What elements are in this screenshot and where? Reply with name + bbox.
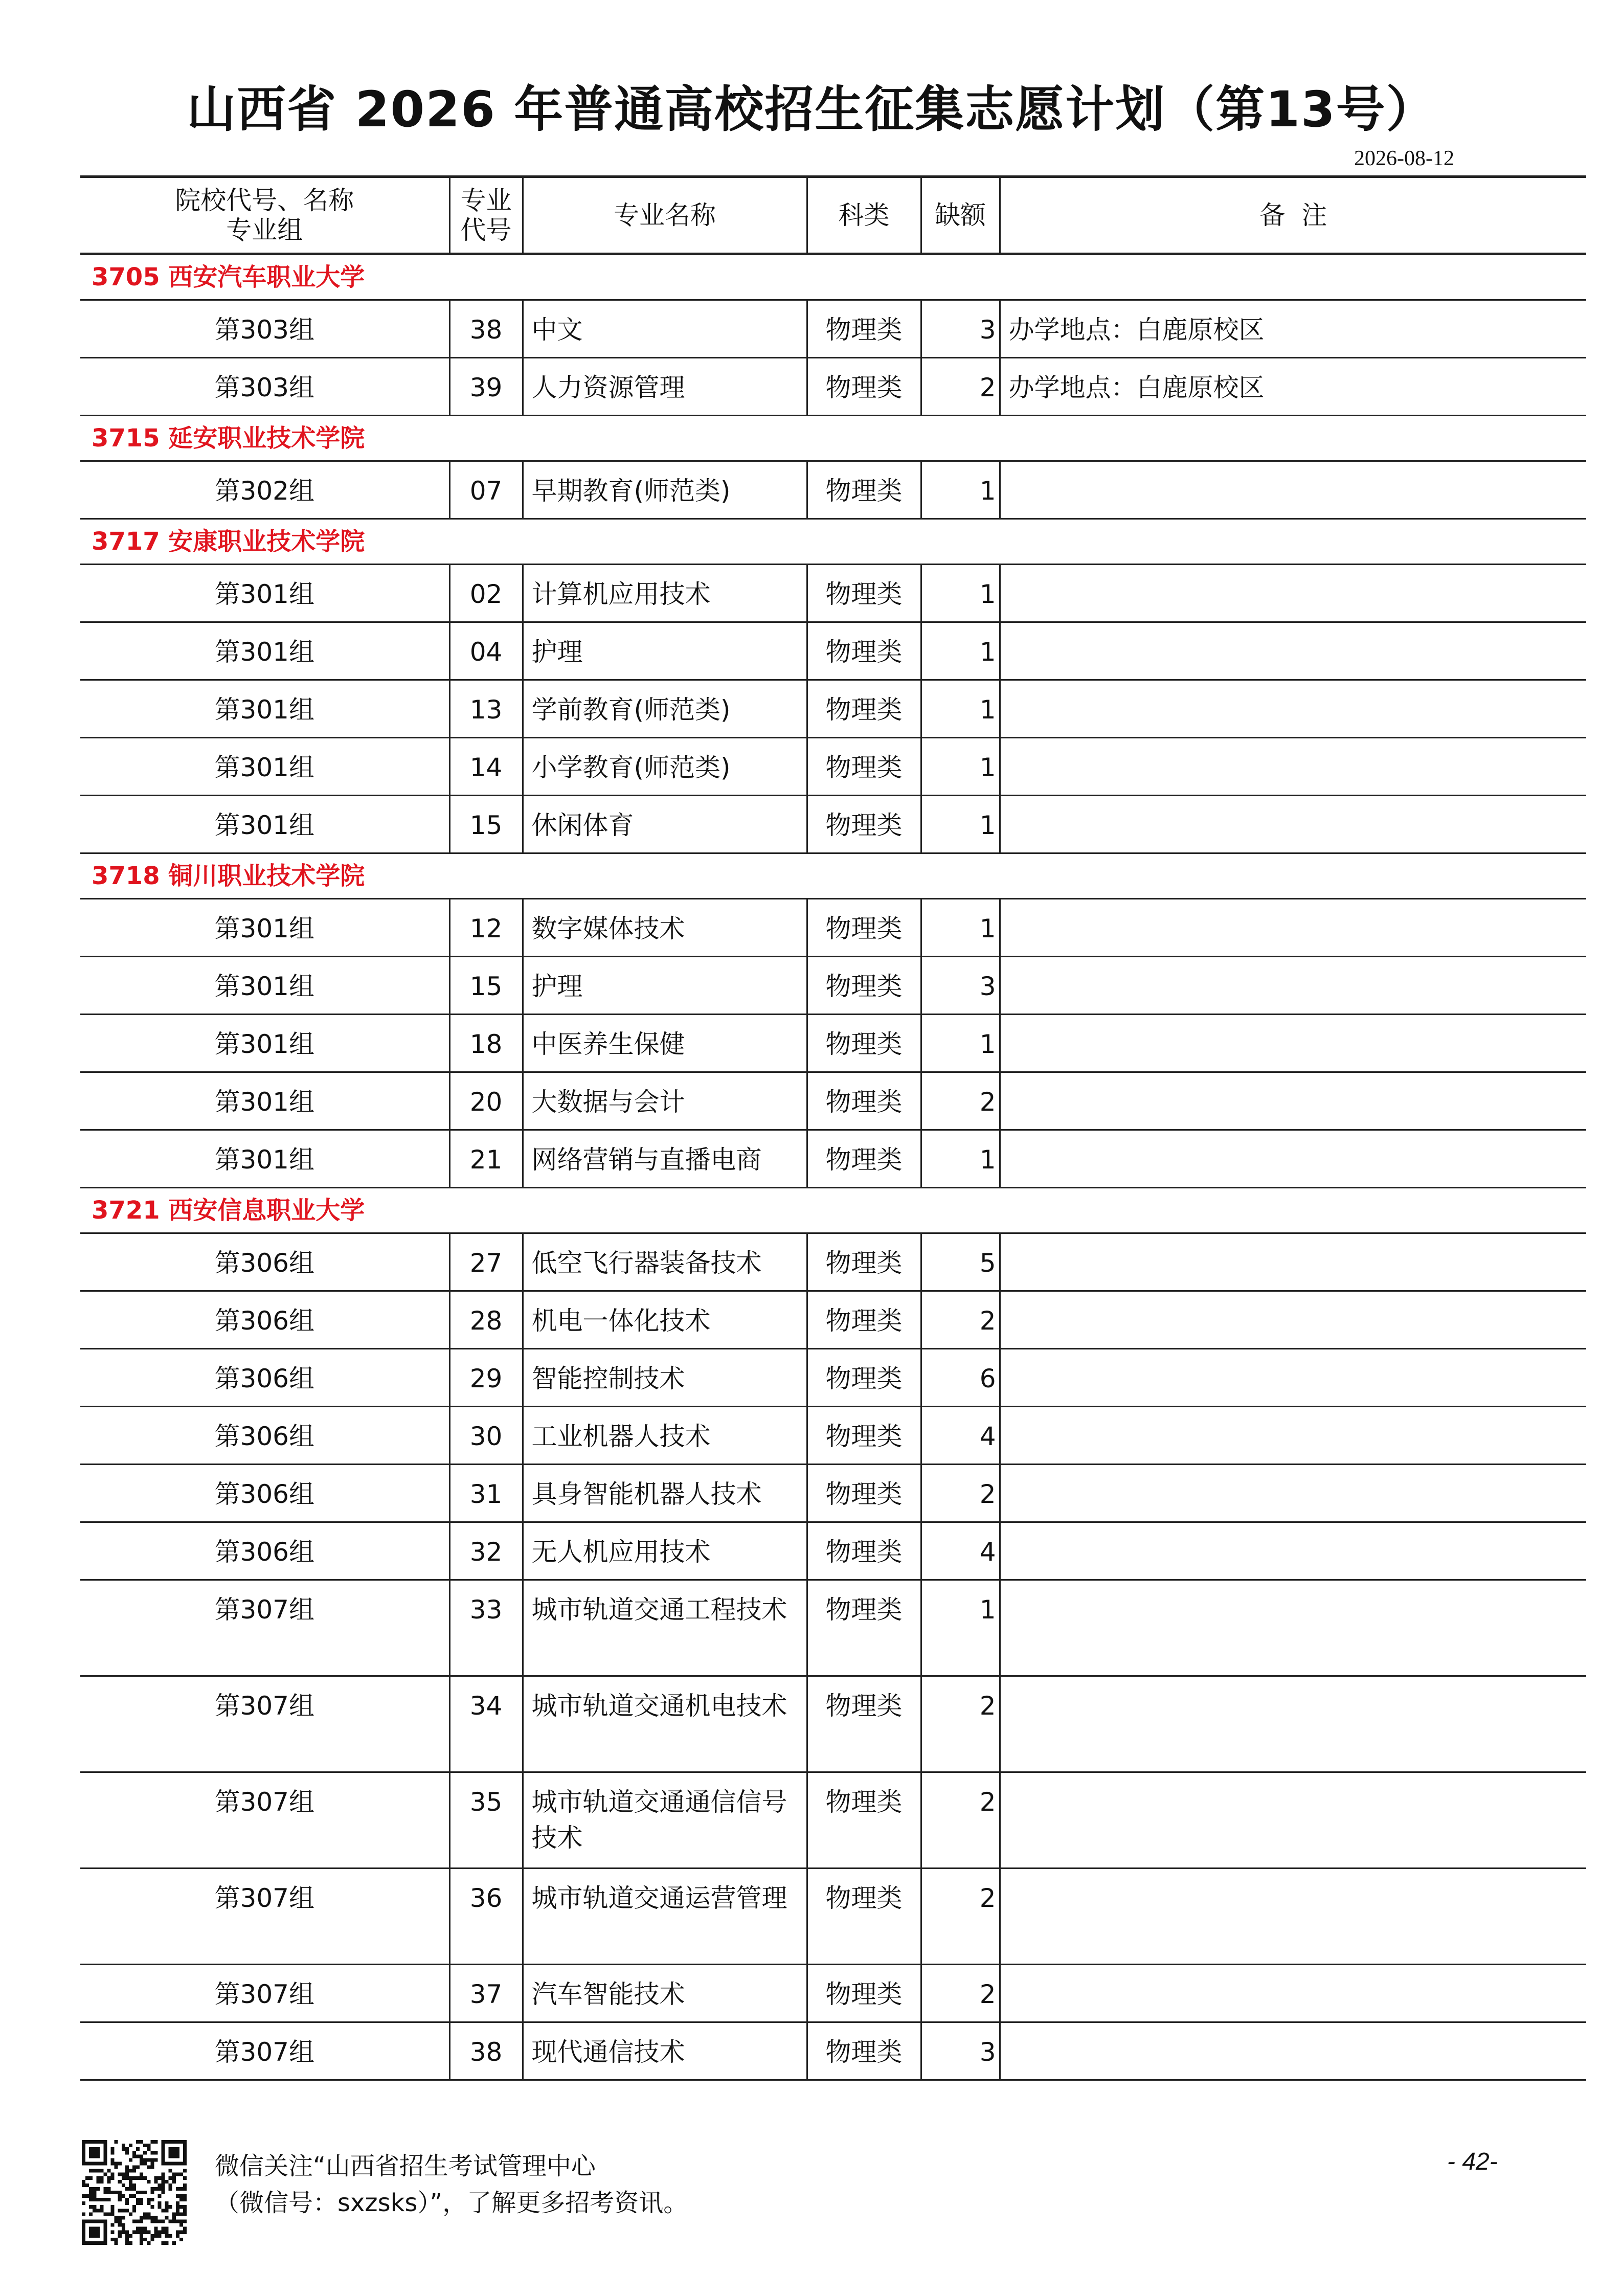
table-body <box>80 254 1586 2080</box>
major-code-cell: 32 <box>449 1522 523 1580</box>
group-cell: 第301组 <box>80 957 449 1015</box>
institution-label: 3718 铜川职业技术学院 <box>80 853 1586 899</box>
major-code-cell: 27 <box>449 1233 523 1291</box>
table-header-row <box>80 177 1586 254</box>
note-cell <box>1000 796 1586 853</box>
major-name-cell: 城市轨道交通通信信号技术 <box>523 1772 807 1869</box>
header-vacancy: 缺额 <box>921 177 1000 254</box>
vacancy-cell: 6 <box>921 1349 1000 1407</box>
major-code-cell: 15 <box>449 796 523 853</box>
category-cell: 物理类 <box>807 1522 921 1580</box>
table-row <box>80 1465 1586 1522</box>
institution-row <box>80 853 1586 899</box>
major-name-cell: 具身智能机器人技术 <box>523 1465 807 1522</box>
category-cell: 物理类 <box>807 622 921 680</box>
major-code-cell: 35 <box>449 1772 523 1869</box>
major-name-cell: 人力资源管理 <box>523 358 807 416</box>
institution-label: 3705 西安汽车职业大学 <box>80 254 1586 300</box>
major-name-cell: 低空飞行器装备技术 <box>523 1233 807 1291</box>
vacancy-cell: 2 <box>921 1676 1000 1772</box>
category-cell: 物理类 <box>807 1130 921 1188</box>
note-cell <box>1000 957 1586 1015</box>
note-cell <box>1000 1580 1586 1676</box>
major-code-cell: 12 <box>449 899 523 957</box>
category-cell: 物理类 <box>807 1869 921 1965</box>
header-category: 科类 <box>807 177 921 254</box>
note-cell <box>1000 1965 1586 2022</box>
note-cell <box>1000 1015 1586 1072</box>
table-row <box>80 1580 1586 1676</box>
group-cell: 第307组 <box>80 1869 449 1965</box>
group-cell: 第306组 <box>80 1291 449 1349</box>
header-group-label: 专业组 <box>226 215 303 245</box>
vacancy-cell: 2 <box>921 1772 1000 1869</box>
publish-date: 2026-08-12 <box>1354 147 1454 170</box>
institution-row <box>80 254 1586 300</box>
major-name-cell: 休闲体育 <box>523 796 807 853</box>
vacancy-cell: 2 <box>921 358 1000 416</box>
major-name-cell: 城市轨道交通机电技术 <box>523 1676 807 1772</box>
category-cell: 物理类 <box>807 738 921 796</box>
table-row <box>80 1072 1586 1130</box>
group-cell: 第306组 <box>80 1465 449 1522</box>
major-name-cell: 早期教育(师范类) <box>523 461 807 519</box>
major-code-cell: 36 <box>449 1869 523 1965</box>
vacancy-cell: 2 <box>921 1291 1000 1349</box>
major-name-cell: 护理 <box>523 622 807 680</box>
group-cell: 第303组 <box>80 300 449 358</box>
table-row <box>80 1407 1586 1465</box>
category-cell: 物理类 <box>807 1233 921 1291</box>
table-row <box>80 1522 1586 1580</box>
vacancy-cell: 1 <box>921 738 1000 796</box>
note-cell <box>1000 1522 1586 1580</box>
note-cell <box>1000 622 1586 680</box>
header-major-name: 专业名称 <box>523 177 807 254</box>
header-note: 备 注 <box>1000 177 1586 254</box>
category-cell: 物理类 <box>807 680 921 738</box>
vacancy-cell: 1 <box>921 1130 1000 1188</box>
group-cell: 第301组 <box>80 899 449 957</box>
vacancy-cell: 2 <box>921 1869 1000 1965</box>
major-code-cell: 39 <box>449 358 523 416</box>
group-cell: 第306组 <box>80 1349 449 1407</box>
footer-note <box>215 2148 688 2221</box>
major-name-cell: 中医养生保健 <box>523 1015 807 1072</box>
note-cell <box>1000 565 1586 622</box>
vacancy-cell: 1 <box>921 565 1000 622</box>
major-code-cell: 38 <box>449 2022 523 2080</box>
group-cell: 第301组 <box>80 1072 449 1130</box>
major-name-cell: 护理 <box>523 957 807 1015</box>
category-cell: 物理类 <box>807 957 921 1015</box>
group-cell: 第301组 <box>80 738 449 796</box>
category-cell: 物理类 <box>807 1580 921 1676</box>
table-row <box>80 565 1586 622</box>
table-row <box>80 2022 1586 2080</box>
note-cell: 办学地点：白鹿原校区 <box>1000 300 1586 358</box>
major-code-cell: 34 <box>449 1676 523 1772</box>
major-code-cell: 29 <box>449 1349 523 1407</box>
institution-label: 3715 延安职业技术学院 <box>80 416 1586 461</box>
category-cell: 物理类 <box>807 1676 921 1772</box>
vacancy-cell: 1 <box>921 1580 1000 1676</box>
note-cell <box>1000 1072 1586 1130</box>
group-cell: 第302组 <box>80 461 449 519</box>
major-code-cell: 31 <box>449 1465 523 1522</box>
table-row <box>80 1015 1586 1072</box>
group-cell: 第306组 <box>80 1407 449 1465</box>
table-row <box>80 1291 1586 1349</box>
table-row <box>80 461 1586 519</box>
note-cell <box>1000 738 1586 796</box>
major-code-cell: 04 <box>449 622 523 680</box>
vacancy-cell: 3 <box>921 957 1000 1015</box>
vacancy-cell: 2 <box>921 1465 1000 1522</box>
note-cell <box>1000 1869 1586 1965</box>
major-name-cell: 城市轨道交通运营管理 <box>523 1869 807 1965</box>
group-cell: 第307组 <box>80 1772 449 1869</box>
group-cell: 第307组 <box>80 1676 449 1772</box>
major-code-cell: 15 <box>449 957 523 1015</box>
category-cell: 物理类 <box>807 1015 921 1072</box>
major-code-cell: 30 <box>449 1407 523 1465</box>
group-cell: 第301组 <box>80 565 449 622</box>
category-cell: 物理类 <box>807 1465 921 1522</box>
note-cell <box>1000 1465 1586 1522</box>
category-cell: 物理类 <box>807 1072 921 1130</box>
note-cell <box>1000 680 1586 738</box>
category-cell: 物理类 <box>807 796 921 853</box>
major-name-cell: 无人机应用技术 <box>523 1522 807 1580</box>
table-row <box>80 738 1586 796</box>
category-cell: 物理类 <box>807 358 921 416</box>
major-code-cell: 33 <box>449 1580 523 1676</box>
major-name-cell: 计算机应用技术 <box>523 565 807 622</box>
vacancy-cell: 2 <box>921 1965 1000 2022</box>
major-code-cell: 14 <box>449 738 523 796</box>
category-cell: 物理类 <box>807 1349 921 1407</box>
group-cell: 第301组 <box>80 622 449 680</box>
table-row <box>80 1233 1586 1291</box>
vacancy-cell: 1 <box>921 796 1000 853</box>
category-cell: 物理类 <box>807 1291 921 1349</box>
institution-row <box>80 416 1586 461</box>
group-cell: 第301组 <box>80 796 449 853</box>
major-name-cell: 城市轨道交通工程技术 <box>523 1580 807 1676</box>
header-major-code-line1: 专业 <box>460 186 512 215</box>
group-cell: 第307组 <box>80 1580 449 1676</box>
vacancy-cell: 5 <box>921 1233 1000 1291</box>
vacancy-cell: 4 <box>921 1407 1000 1465</box>
major-name-cell: 智能控制技术 <box>523 1349 807 1407</box>
table-row <box>80 899 1586 957</box>
major-name-cell: 网络营销与直播电商 <box>523 1130 807 1188</box>
header-institution-group <box>80 177 449 254</box>
table-row <box>80 1676 1586 1772</box>
major-code-cell: 20 <box>449 1072 523 1130</box>
table-row <box>80 1772 1586 1869</box>
table-row <box>80 680 1586 738</box>
group-cell: 第307组 <box>80 2022 449 2080</box>
page-title: 山西省 2026 年普通高校招生征集志愿计划（第13号） <box>187 81 1436 138</box>
note-cell <box>1000 461 1586 519</box>
group-cell: 第301组 <box>80 1130 449 1188</box>
group-cell: 第306组 <box>80 1522 449 1580</box>
note-cell <box>1000 1676 1586 1772</box>
table-row <box>80 358 1586 416</box>
header-major-code-line2: 代号 <box>460 215 512 245</box>
table-row <box>80 300 1586 358</box>
footer-line-1: 微信关注“山西省招生考试管理中心 <box>215 2152 596 2180</box>
category-cell: 物理类 <box>807 300 921 358</box>
institution-row <box>80 519 1586 565</box>
plan-table <box>80 175 1586 2081</box>
institution-row <box>80 1188 1586 1233</box>
vacancy-cell: 1 <box>921 899 1000 957</box>
category-cell: 物理类 <box>807 2022 921 2080</box>
major-code-cell: 37 <box>449 1965 523 2022</box>
major-name-cell: 数字媒体技术 <box>523 899 807 957</box>
category-cell: 物理类 <box>807 1965 921 2022</box>
group-cell: 第303组 <box>80 358 449 416</box>
group-cell: 第306组 <box>80 1233 449 1291</box>
group-cell: 第301组 <box>80 1015 449 1072</box>
note-cell <box>1000 1772 1586 1869</box>
plan-table-container <box>80 175 1586 2081</box>
note-cell <box>1000 1233 1586 1291</box>
vacancy-cell: 1 <box>921 622 1000 680</box>
note-cell <box>1000 1291 1586 1349</box>
major-name-cell: 小学教育(师范类) <box>523 738 807 796</box>
institution-label: 3721 西安信息职业大学 <box>80 1188 1586 1233</box>
major-name-cell: 工业机器人技术 <box>523 1407 807 1465</box>
note-cell <box>1000 2022 1586 2080</box>
note-cell <box>1000 1407 1586 1465</box>
footer-line-2: （微信号：sxzsks）”，了解更多招考资讯。 <box>215 2189 688 2217</box>
category-cell: 物理类 <box>807 899 921 957</box>
category-cell: 物理类 <box>807 565 921 622</box>
major-code-cell: 21 <box>449 1130 523 1188</box>
table-row <box>80 796 1586 853</box>
note-cell <box>1000 899 1586 957</box>
major-code-cell: 18 <box>449 1015 523 1072</box>
major-name-cell: 现代通信技术 <box>523 2022 807 2080</box>
group-cell: 第301组 <box>80 680 449 738</box>
institution-label: 3717 安康职业技术学院 <box>80 519 1586 565</box>
vacancy-cell: 4 <box>921 1522 1000 1580</box>
vacancy-cell: 1 <box>921 461 1000 519</box>
major-code-cell: 02 <box>449 565 523 622</box>
note-cell: 办学地点：白鹿原校区 <box>1000 358 1586 416</box>
major-name-cell: 大数据与会计 <box>523 1072 807 1130</box>
major-name-cell: 中文 <box>523 300 807 358</box>
major-code-cell: 07 <box>449 461 523 519</box>
table-row <box>80 1130 1586 1188</box>
header-institution-label: 院校代号、名称 <box>175 186 354 215</box>
vacancy-cell: 3 <box>921 2022 1000 2080</box>
header-major-code <box>449 177 523 254</box>
major-code-cell: 28 <box>449 1291 523 1349</box>
table-row <box>80 1965 1586 2022</box>
group-cell: 第307组 <box>80 1965 449 2022</box>
major-name-cell: 汽车智能技术 <box>523 1965 807 2022</box>
page-number: - 42- <box>1447 2148 1498 2175</box>
category-cell: 物理类 <box>807 461 921 519</box>
vacancy-cell: 3 <box>921 300 1000 358</box>
table-row <box>80 1869 1586 1965</box>
table-row <box>80 1349 1586 1407</box>
major-name-cell: 学前教育(师范类) <box>523 680 807 738</box>
table-row <box>80 622 1586 680</box>
vacancy-cell: 1 <box>921 680 1000 738</box>
major-code-cell: 13 <box>449 680 523 738</box>
note-cell <box>1000 1349 1586 1407</box>
table-row <box>80 957 1586 1015</box>
category-cell: 物理类 <box>807 1407 921 1465</box>
note-cell <box>1000 1130 1586 1188</box>
category-cell: 物理类 <box>807 1772 921 1869</box>
major-code-cell: 38 <box>449 300 523 358</box>
qr-code-icon <box>82 2140 187 2245</box>
major-name-cell: 机电一体化技术 <box>523 1291 807 1349</box>
vacancy-cell: 1 <box>921 1015 1000 1072</box>
vacancy-cell: 2 <box>921 1072 1000 1130</box>
